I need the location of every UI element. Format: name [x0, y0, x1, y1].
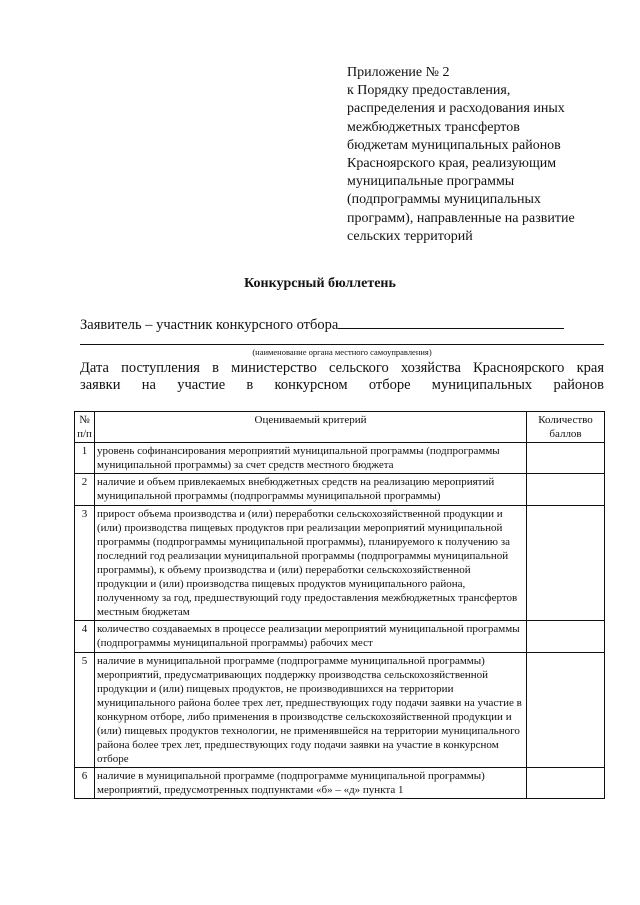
- appendix-line: Приложение № 2: [347, 65, 450, 80]
- row-num: 4: [75, 621, 95, 652]
- row-criterion: наличие в муниципальной программе (подпрограмме муниципальной программы) мероприятий, предусмотренных подпунктами «б» – «д» пункта 1: [95, 768, 527, 799]
- row-score-cell[interactable]: [527, 443, 605, 474]
- appendix-line: бюджетам муниципальных районов: [347, 137, 561, 153]
- row-num: 3: [75, 505, 95, 621]
- applicant-second-line: [80, 344, 604, 345]
- row-criterion: уровень софинансирования мероприятий муниципальной программы (подпрограммы муниципальной программы) за счет средств местного бюджета: [95, 443, 527, 474]
- row-score-cell[interactable]: [527, 768, 605, 799]
- document-title: Конкурсный бюллетень: [244, 276, 396, 291]
- applicant-label: Заявитель – участник конкурсного отбора: [80, 317, 339, 333]
- applicant-row: [80, 314, 580, 334]
- appendix-line: (подпрограммы муниципальных: [347, 192, 541, 208]
- submission-date-paragraph: [80, 360, 604, 394]
- table-row: [75, 443, 605, 474]
- row-num: 2: [75, 474, 95, 505]
- row-criterion: наличие в муниципальной программе (подпрограмме муниципальной программы) мероприятий, предусматривающих поддержку производства сельскохозяйственной продукции и (или) пищевых продуктов, не производившихся на территории муниципального района более трех лет, предшествующих году подачи заявки на участие в конкурном отборе, либо применения в производстве сельскохозяйственной продукции и (или) пищевых продуктов технологии, не применявшейся на территории муниципального района более трех лет, предшествующих году подачи заявки на участие в конкурсном отборе: [95, 652, 527, 768]
- table-header-row: [75, 412, 605, 443]
- appendix-line: распределения и расходования иных: [347, 101, 565, 117]
- row-num: 5: [75, 652, 95, 768]
- row-score-cell[interactable]: [527, 621, 605, 652]
- appendix-line: к Порядку предоставления,: [347, 83, 511, 99]
- header-num: № п/п: [75, 412, 95, 443]
- applicant-fill-line: [338, 314, 564, 329]
- table-row: [75, 505, 605, 621]
- appendix-line: программ), направленные на развитие: [347, 210, 575, 226]
- date-line-1: Дата поступления в министерство сельского хозяйства Красноярского края: [80, 360, 604, 376]
- appendix-line: межбюджетных трансфертов: [347, 119, 520, 135]
- appendix-line: Красноярского края, реализующим: [347, 156, 557, 172]
- row-criterion: прирост объема производства и (или) переработки сельскохозяйственной продукции и (или) производства пищевых продуктов при реализации мероприятий муниципальной программы (подпрограммы муниципальной программы), планируемого к получению за последний год реализации муниципальной программы (подпрограммы муниципальной программы), к объему производства и (или) переработки сельскохозяйственной продукции и (или) производства пищевых продуктов муниципального района, полученному за год, предшествующий году предоставления межбюджетных трансфертов местным бюджетам: [95, 505, 527, 621]
- table-row: [75, 621, 605, 652]
- date-line-2: заявки на участие в конкурсном отборе муниципальных районов: [80, 377, 604, 393]
- row-criterion: количество создаваемых в процессе реализации мероприятий муниципальной программы (подпрограммы муниципальной программы) рабочих мест: [95, 621, 527, 652]
- appendix-block: [347, 64, 617, 246]
- table-row: [75, 652, 605, 768]
- table-row: [75, 768, 605, 799]
- row-score-cell[interactable]: [527, 505, 605, 621]
- appendix-line: муниципальные программы: [347, 174, 515, 190]
- header-criterion: Оцениваемый критерий: [95, 412, 527, 443]
- row-criterion: наличие и объем привлекаемых внебюджетных средств на реализацию мероприятий муниципальной программы (подпрограммы муниципальной программы): [95, 474, 527, 505]
- row-score-cell[interactable]: [527, 652, 605, 768]
- row-num: 6: [75, 768, 95, 799]
- table-row: [75, 474, 605, 505]
- field-caption: (наименование органа местного самоуправления): [252, 347, 432, 357]
- header-score: Количество баллов: [527, 412, 605, 443]
- row-num: 1: [75, 443, 95, 474]
- criteria-table: [74, 411, 605, 799]
- appendix-line: сельских территорий: [347, 228, 473, 244]
- row-score-cell[interactable]: [527, 474, 605, 505]
